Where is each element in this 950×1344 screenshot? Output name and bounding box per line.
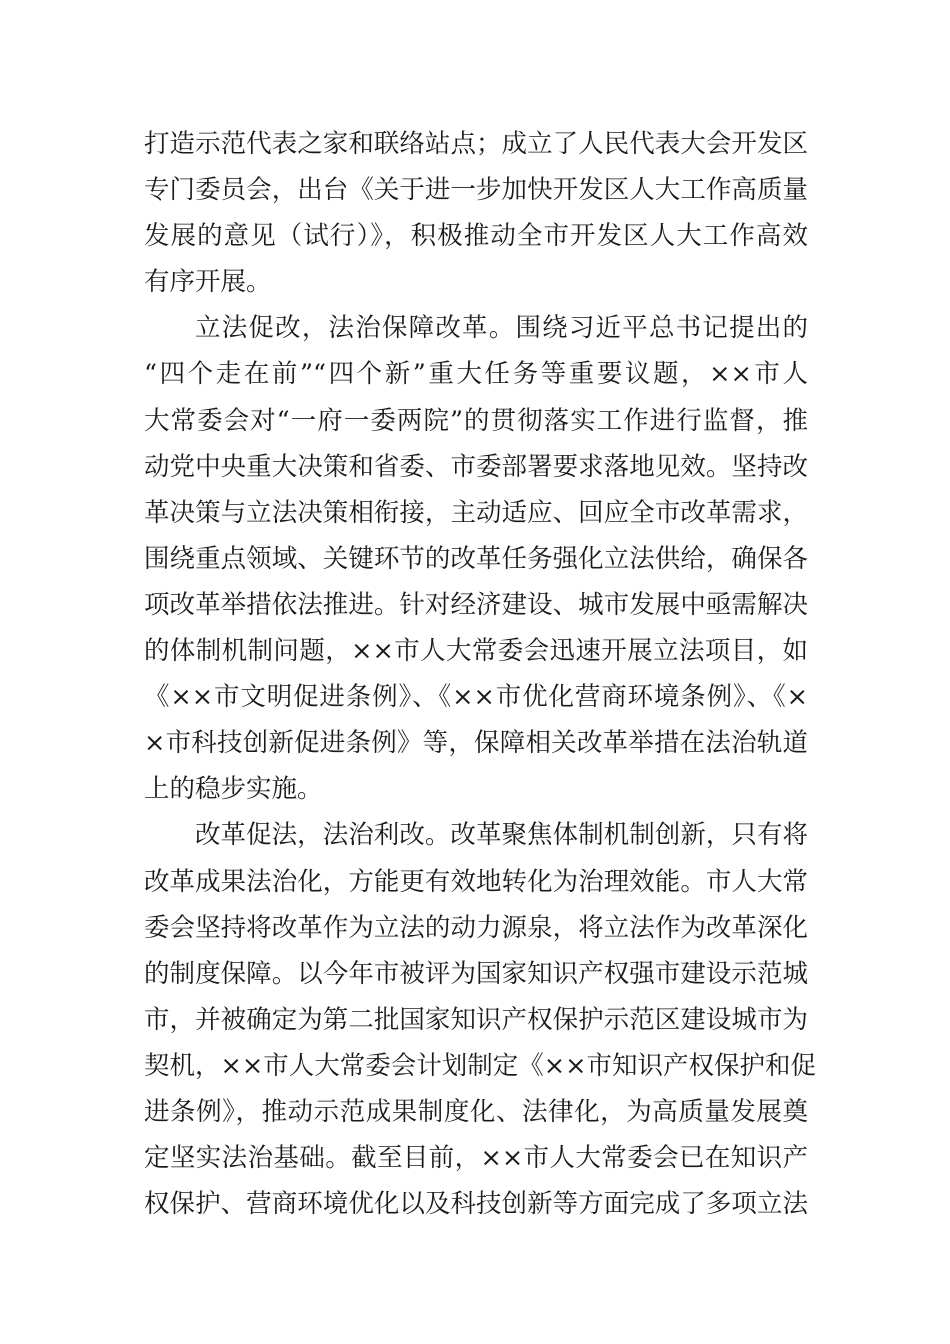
document-body bbox=[144, 121, 816, 1227]
text-line: 大常委会对“一府一委两院”的贯彻落实工作进行监督，推 bbox=[144, 405, 808, 436]
text-line: 打造示范代表之家和联络站点；成立了人民代表大会开发区 bbox=[144, 129, 808, 159]
paragraph-first-line: 改革促法，法治利改。改革聚焦体制机制创新，只有将 bbox=[195, 820, 808, 851]
text-line: 发展的意见（试行）》，积极推动全市开发区人大工作高效 bbox=[144, 221, 808, 252]
text-line: 委会坚持将改革作为立法的动力源泉，将立法作为改革深化 bbox=[144, 912, 808, 943]
text-line: 进条例》，推动示范成果制度化、法律化，为高质量发展奠 bbox=[144, 1096, 808, 1127]
text-line: 《××市文明促进条例》、《××市优化营商环境条例》、《× bbox=[144, 682, 808, 713]
text-line: 专门委员会，出台《关于进一步加快开发区人大工作高质量 bbox=[144, 175, 808, 206]
text-line: “四个走在前”“四个新”重大任务等重要议题，××市人 bbox=[144, 359, 808, 390]
text-line: 项改革举措依法推进。针对经济建设、城市发展中亟需解决 bbox=[144, 589, 808, 620]
text-line: 权保护、营商环境优化以及科技创新等方面完成了多项立法 bbox=[144, 1189, 808, 1220]
text-line: 的体制机制问题，××市人大常委会迅速开展立法项目，如 bbox=[144, 636, 808, 667]
text-line: 契机，××市人大常委会计划制定《××市知识产权保护和促 bbox=[144, 1050, 816, 1081]
text-line: 有序开展。 bbox=[144, 267, 272, 298]
text-line: 改革成果法治化，方能更有效地转化为治理效能。市人大常 bbox=[144, 866, 808, 897]
text-line: ×市科技创新促进条例》等，保障相关改革举措在法治轨道 bbox=[144, 728, 808, 759]
text-line: 市，并被确定为第二批国家知识产权保护示范区建设城市为 bbox=[144, 1004, 808, 1035]
text-line: 动党中央重大决策和省委、市委部署要求落地见效。坚持改 bbox=[144, 451, 808, 482]
paragraph-first-line: 立法促改，法治保障改革。围绕习近平总书记提出的 bbox=[195, 313, 808, 344]
text-line: 的制度保障。以今年市被评为国家知识产权强市建设示范城 bbox=[144, 958, 808, 989]
text-line: 上的稳步实施。 bbox=[144, 774, 323, 805]
text-line: 围绕重点领域、关键环节的改革任务强化立法供给，确保各 bbox=[144, 543, 808, 574]
text-line: 定坚实法治基础。截至目前，××市人大常委会已在知识产 bbox=[144, 1143, 808, 1174]
text-line: 革决策与立法决策相衔接，主动适应、回应全市改革需求， bbox=[144, 497, 808, 528]
